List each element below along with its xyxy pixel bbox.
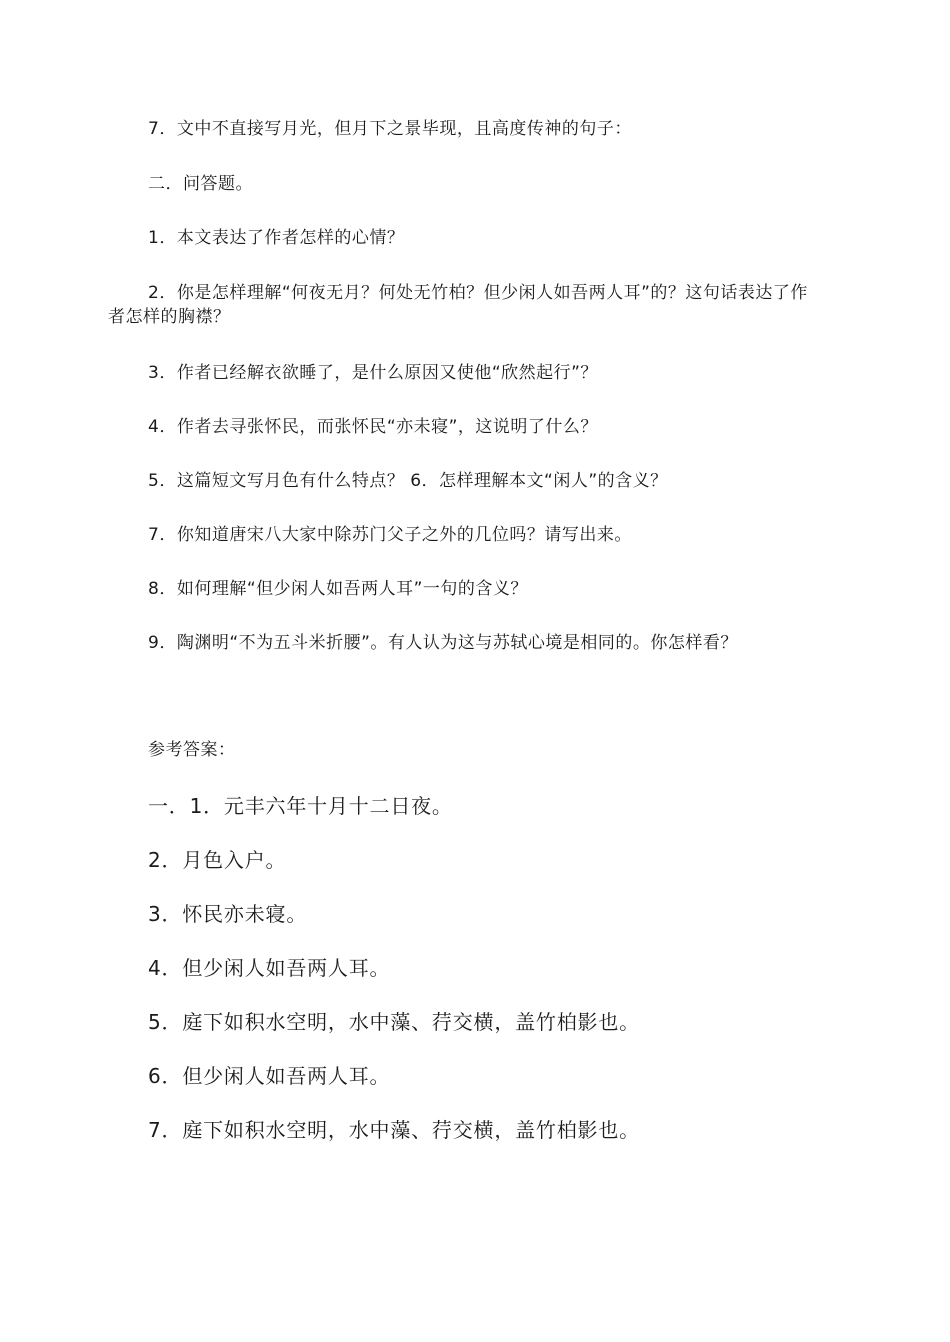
- answer-item-1: 一．1．元丰六年十月十二日夜。: [148, 794, 453, 818]
- section-heading-qa: 二．问答题。: [148, 174, 253, 194]
- question-item-3: 3．作者已经解衣欲睡了，是什么原因又使他“欣然起行”？: [148, 363, 598, 383]
- answer-item-5: 5．庭下如积水空明，水中藻、荇交横，盖竹柏影也。: [148, 1010, 640, 1034]
- question-item-8: 8．如何理解“但少闲人如吾两人耳”一句的含义？: [148, 579, 528, 599]
- question-item-4: 4．作者去寻张怀民，而张怀民“亦未寝”，这说明了什么？: [148, 417, 598, 437]
- answer-item-2: 2．月色入户。: [148, 848, 287, 872]
- answer-item-7: 7．庭下如积水空明，水中藻、荇交横，盖竹柏影也。: [148, 1118, 640, 1142]
- answer-item-6: 6．但少闲人如吾两人耳。: [148, 1064, 391, 1088]
- question-7-fill-in: 7．文中不直接写月光，但月下之景毕现，且高度传神的句子：: [148, 119, 632, 139]
- question-item-1: 1．本文表达了作者怎样的心情？: [148, 228, 405, 248]
- question-item-9: 9．陶渊明“不为五斗米折腰”。有人认为这与苏轼心境是相同的。你怎样看？: [148, 633, 738, 653]
- question-item-5-6: 5．这篇短文写月色有什么特点？ 6．怎样理解本文“闲人”的含义？: [148, 471, 668, 491]
- question-item-2: 2．你是怎样理解“何夜无月？何处无竹柏？但少闲人如吾两人耳”的？这句话表达了作者怎样的胸襟？: [108, 283, 808, 327]
- question-item-7: 7．你知道唐宋八大家中除苏门父子之外的几位吗？请写出来。: [148, 525, 632, 545]
- answers-heading: 参考答案：: [148, 740, 236, 760]
- answer-item-3: 3．怀民亦未寝。: [148, 902, 308, 926]
- answer-item-4: 4．但少闲人如吾两人耳。: [148, 956, 391, 980]
